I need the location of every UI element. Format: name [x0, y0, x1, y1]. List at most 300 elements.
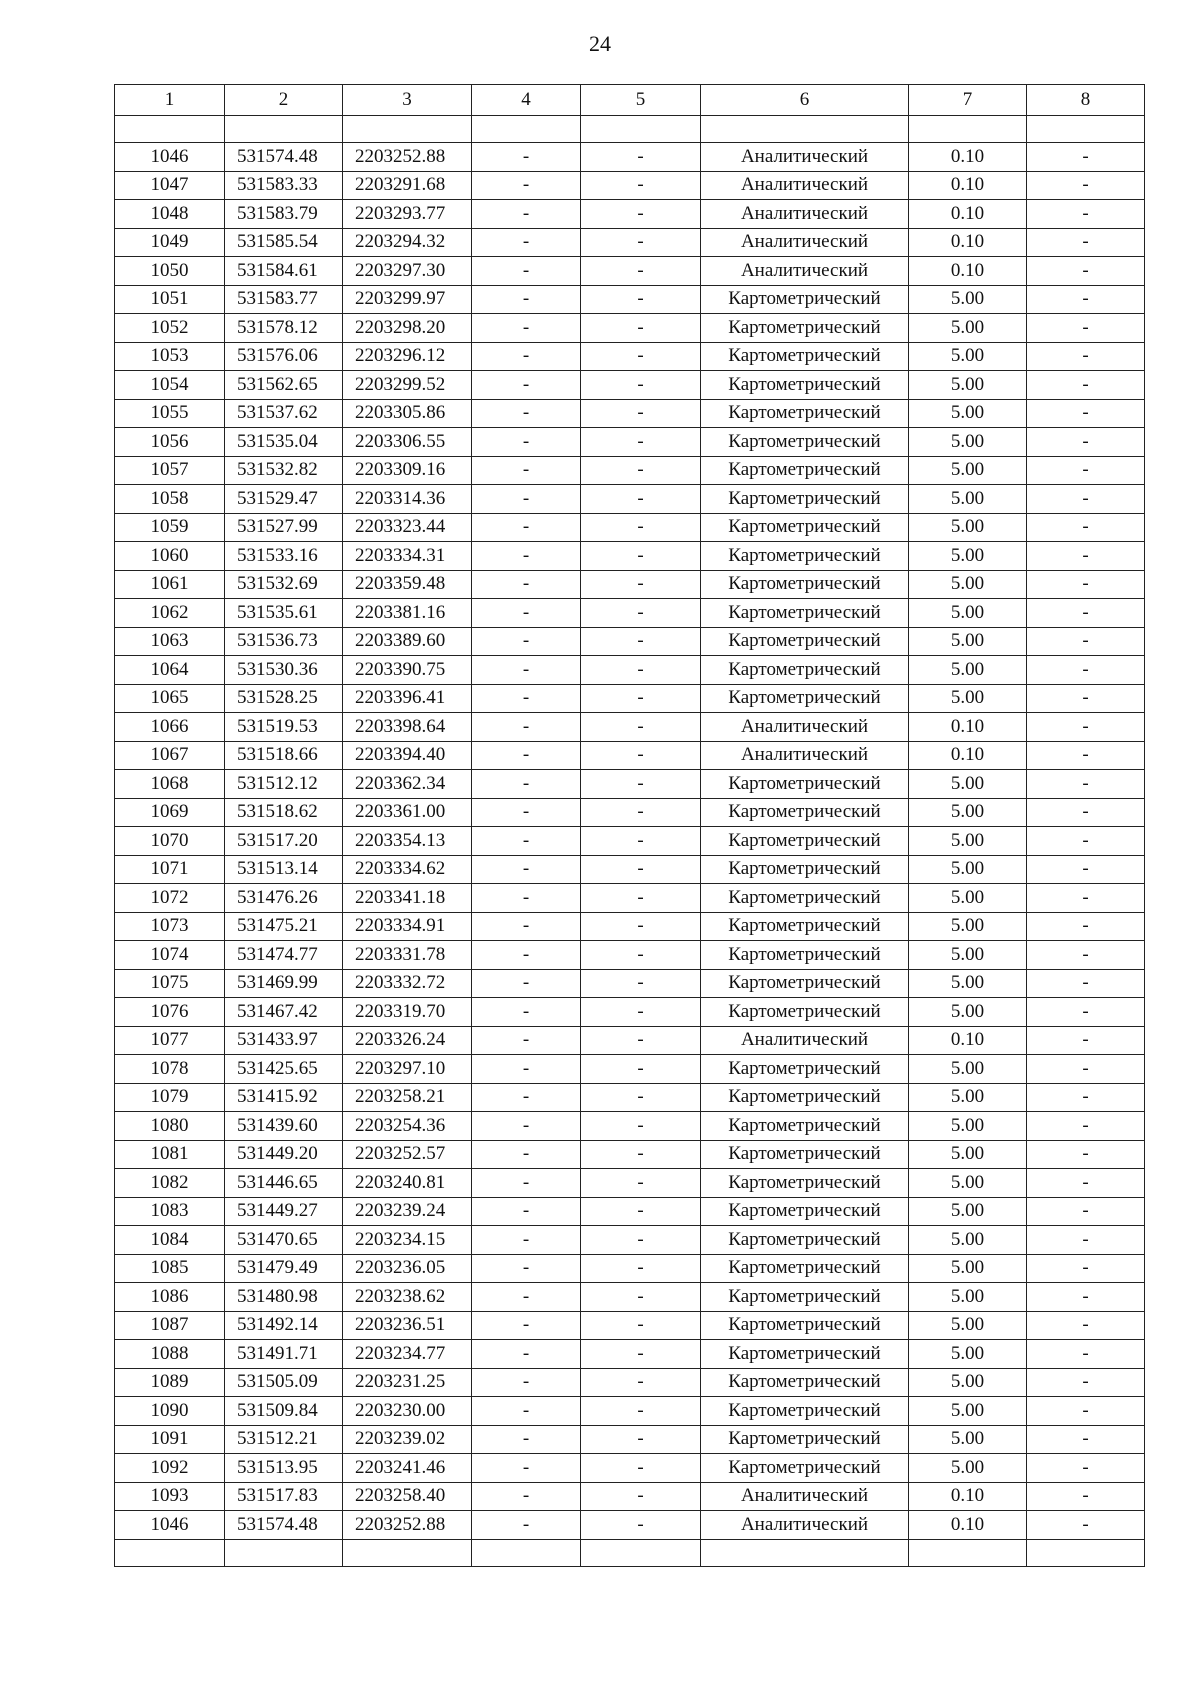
point-number-cell: 1050 — [115, 257, 225, 286]
accuracy-cell: 0.10 — [909, 257, 1027, 286]
accuracy-cell: 5.00 — [909, 1454, 1027, 1483]
column-header: 4 — [472, 85, 581, 116]
x-coordinate-cell: 531517.20 — [225, 827, 343, 856]
y-coordinate-cell: 2203299.97 — [343, 285, 472, 314]
col4-cell: - — [472, 1026, 581, 1055]
col8-cell: - — [1027, 656, 1145, 685]
col4-cell: - — [472, 285, 581, 314]
col4-cell: - — [472, 371, 581, 400]
col5-cell: - — [581, 1425, 701, 1454]
col4-cell: - — [472, 399, 581, 428]
method-cell: Аналитический — [701, 1482, 909, 1511]
col4-cell: - — [472, 570, 581, 599]
x-coordinate-cell: 531415.92 — [225, 1083, 343, 1112]
accuracy-cell: 5.00 — [909, 912, 1027, 941]
accuracy-cell: 5.00 — [909, 371, 1027, 400]
x-coordinate-cell: 531476.26 — [225, 884, 343, 913]
col4-cell: - — [472, 428, 581, 457]
point-number-cell: 1089 — [115, 1368, 225, 1397]
point-number-cell: 1052 — [115, 314, 225, 343]
method-cell: Картометрический — [701, 627, 909, 656]
y-coordinate-cell: 2203236.51 — [343, 1311, 472, 1340]
col5-cell: - — [581, 1254, 701, 1283]
x-coordinate-cell: 531467.42 — [225, 998, 343, 1027]
y-coordinate-cell: 2203239.24 — [343, 1197, 472, 1226]
col5-cell: - — [581, 884, 701, 913]
accuracy-cell: 5.00 — [909, 399, 1027, 428]
accuracy-cell: 5.00 — [909, 542, 1027, 571]
col5-cell: - — [581, 1197, 701, 1226]
col5-cell: - — [581, 399, 701, 428]
column-header: 3 — [343, 85, 472, 116]
col4-cell: - — [472, 1311, 581, 1340]
col5-cell: - — [581, 1112, 701, 1141]
point-number-cell: 1048 — [115, 200, 225, 229]
accuracy-cell: 5.00 — [909, 1169, 1027, 1198]
accuracy-cell: 0.10 — [909, 171, 1027, 200]
y-coordinate-cell: 2203294.32 — [343, 228, 472, 257]
column-header: 8 — [1027, 85, 1145, 116]
y-coordinate-cell: 2203252.57 — [343, 1140, 472, 1169]
accuracy-cell: 0.10 — [909, 713, 1027, 742]
point-number-cell: 1086 — [115, 1283, 225, 1312]
x-coordinate-cell: 531530.36 — [225, 656, 343, 685]
method-cell: Картометрический — [701, 1254, 909, 1283]
col8-cell: - — [1027, 798, 1145, 827]
col8-cell: - — [1027, 1397, 1145, 1426]
point-number-cell: 1079 — [115, 1083, 225, 1112]
table-row — [115, 656, 1145, 685]
accuracy-cell: 5.00 — [909, 314, 1027, 343]
col8-cell: - — [1027, 998, 1145, 1027]
table-row — [115, 827, 1145, 856]
y-coordinate-cell: 2203354.13 — [343, 827, 472, 856]
col8-cell: - — [1027, 969, 1145, 998]
col8-cell: - — [1027, 1340, 1145, 1369]
y-coordinate-cell: 2203240.81 — [343, 1169, 472, 1198]
point-number-cell: 1092 — [115, 1454, 225, 1483]
table-row — [115, 713, 1145, 742]
x-coordinate-cell: 531433.97 — [225, 1026, 343, 1055]
x-coordinate-cell: 531583.33 — [225, 171, 343, 200]
col5-cell: - — [581, 827, 701, 856]
method-cell: Картометрический — [701, 1169, 909, 1198]
accuracy-cell: 5.00 — [909, 855, 1027, 884]
x-coordinate-cell: 531446.65 — [225, 1169, 343, 1198]
y-coordinate-cell: 2203298.20 — [343, 314, 472, 343]
col5-cell: - — [581, 1511, 701, 1540]
method-cell: Картометрический — [701, 770, 909, 799]
x-coordinate-cell: 531509.84 — [225, 1397, 343, 1426]
x-coordinate-cell: 531519.53 — [225, 713, 343, 742]
col4-cell: - — [472, 1482, 581, 1511]
y-coordinate-cell: 2203234.15 — [343, 1226, 472, 1255]
y-coordinate-cell: 2203361.00 — [343, 798, 472, 827]
col5-cell: - — [581, 1397, 701, 1426]
col5-cell: - — [581, 656, 701, 685]
col5-cell: - — [581, 855, 701, 884]
x-coordinate-cell: 531527.99 — [225, 513, 343, 542]
col8-cell: - — [1027, 884, 1145, 913]
point-number-cell: 1057 — [115, 456, 225, 485]
point-number-cell: 1077 — [115, 1026, 225, 1055]
col4-cell: - — [472, 342, 581, 371]
table-row — [115, 257, 1145, 286]
empty-cell — [1027, 116, 1145, 143]
y-coordinate-cell: 2203297.10 — [343, 1055, 472, 1084]
y-coordinate-cell: 2203239.02 — [343, 1425, 472, 1454]
x-coordinate-cell: 531574.48 — [225, 1511, 343, 1540]
table-row — [115, 770, 1145, 799]
empty-cell — [225, 116, 343, 143]
col4-cell: - — [472, 1169, 581, 1198]
x-coordinate-cell: 531583.77 — [225, 285, 343, 314]
table-row — [115, 741, 1145, 770]
col5-cell: - — [581, 228, 701, 257]
col4-cell: - — [472, 257, 581, 286]
point-number-cell: 1068 — [115, 770, 225, 799]
method-cell: Картометрический — [701, 485, 909, 514]
accuracy-cell: 5.00 — [909, 656, 1027, 685]
col8-cell: - — [1027, 941, 1145, 970]
y-coordinate-cell: 2203331.78 — [343, 941, 472, 970]
table-row — [115, 542, 1145, 571]
point-number-cell: 1058 — [115, 485, 225, 514]
x-coordinate-cell: 531535.61 — [225, 599, 343, 628]
col5-cell: - — [581, 542, 701, 571]
col4-cell: - — [472, 143, 581, 172]
point-number-cell: 1076 — [115, 998, 225, 1027]
col5-cell: - — [581, 741, 701, 770]
table-row — [115, 884, 1145, 913]
col8-cell: - — [1027, 1112, 1145, 1141]
point-number-cell: 1066 — [115, 713, 225, 742]
empty-cell — [909, 1539, 1027, 1566]
empty-cell — [225, 1539, 343, 1566]
y-coordinate-cell: 2203359.48 — [343, 570, 472, 599]
col5-cell: - — [581, 969, 701, 998]
x-coordinate-cell: 531532.82 — [225, 456, 343, 485]
col4-cell: - — [472, 1454, 581, 1483]
col5-cell: - — [581, 684, 701, 713]
col4-cell: - — [472, 1397, 581, 1426]
method-cell: Картометрический — [701, 941, 909, 970]
accuracy-cell: 5.00 — [909, 1368, 1027, 1397]
col8-cell: - — [1027, 171, 1145, 200]
point-number-cell: 1061 — [115, 570, 225, 599]
col5-cell: - — [581, 1140, 701, 1169]
col8-cell: - — [1027, 1425, 1145, 1454]
col5-cell: - — [581, 257, 701, 286]
point-number-cell: 1073 — [115, 912, 225, 941]
col8-cell: - — [1027, 1140, 1145, 1169]
accuracy-cell: 5.00 — [909, 1397, 1027, 1426]
col4-cell: - — [472, 827, 581, 856]
col8-cell: - — [1027, 684, 1145, 713]
col4-cell: - — [472, 998, 581, 1027]
x-coordinate-cell: 531533.16 — [225, 542, 343, 571]
page-number: 24 — [589, 31, 611, 56]
point-number-cell: 1064 — [115, 656, 225, 685]
col4-cell: - — [472, 656, 581, 685]
col4-cell: - — [472, 1140, 581, 1169]
accuracy-cell: 5.00 — [909, 1083, 1027, 1112]
point-number-cell: 1046 — [115, 1511, 225, 1540]
method-cell: Аналитический — [701, 143, 909, 172]
y-coordinate-cell: 2203306.55 — [343, 428, 472, 457]
blank-row — [115, 116, 1145, 143]
accuracy-cell: 5.00 — [909, 941, 1027, 970]
method-cell: Картометрический — [701, 456, 909, 485]
x-coordinate-cell: 531505.09 — [225, 1368, 343, 1397]
col5-cell: - — [581, 1482, 701, 1511]
accuracy-cell: 5.00 — [909, 1226, 1027, 1255]
y-coordinate-cell: 2203334.31 — [343, 542, 472, 571]
col5-cell: - — [581, 1368, 701, 1397]
col8-cell: - — [1027, 1511, 1145, 1540]
method-cell: Картометрический — [701, 827, 909, 856]
y-coordinate-cell: 2203334.91 — [343, 912, 472, 941]
method-cell: Картометрический — [701, 1226, 909, 1255]
method-cell: Картометрический — [701, 1425, 909, 1454]
point-number-cell: 1054 — [115, 371, 225, 400]
column-header: 1 — [115, 85, 225, 116]
x-coordinate-cell: 531576.06 — [225, 342, 343, 371]
table-row — [115, 1197, 1145, 1226]
point-number-cell: 1085 — [115, 1254, 225, 1283]
empty-cell — [472, 1539, 581, 1566]
y-coordinate-cell: 2203231.25 — [343, 1368, 472, 1397]
accuracy-cell: 0.10 — [909, 1026, 1027, 1055]
table-row — [115, 855, 1145, 884]
y-coordinate-cell: 2203396.41 — [343, 684, 472, 713]
col8-cell: - — [1027, 542, 1145, 571]
empty-cell — [115, 116, 225, 143]
table-row — [115, 798, 1145, 827]
point-number-cell: 1069 — [115, 798, 225, 827]
table-row — [115, 1454, 1145, 1483]
point-number-cell: 1080 — [115, 1112, 225, 1141]
x-coordinate-cell: 531578.12 — [225, 314, 343, 343]
y-coordinate-cell: 2203326.24 — [343, 1026, 472, 1055]
point-number-cell: 1051 — [115, 285, 225, 314]
y-coordinate-cell: 2203230.00 — [343, 1397, 472, 1426]
table-row — [115, 570, 1145, 599]
col5-cell: - — [581, 627, 701, 656]
col8-cell: - — [1027, 399, 1145, 428]
table-row — [115, 599, 1145, 628]
table-row — [115, 941, 1145, 970]
accuracy-cell: 0.10 — [909, 741, 1027, 770]
y-coordinate-cell: 2203258.40 — [343, 1482, 472, 1511]
y-coordinate-cell: 2203305.86 — [343, 399, 472, 428]
point-number-cell: 1059 — [115, 513, 225, 542]
x-coordinate-cell: 531583.79 — [225, 200, 343, 229]
table-row — [115, 969, 1145, 998]
y-coordinate-cell: 2203252.88 — [343, 143, 472, 172]
col4-cell: - — [472, 171, 581, 200]
y-coordinate-cell: 2203362.34 — [343, 770, 472, 799]
col4-cell: - — [472, 884, 581, 913]
col5-cell: - — [581, 285, 701, 314]
col5-cell: - — [581, 941, 701, 970]
col8-cell: - — [1027, 143, 1145, 172]
empty-cell — [701, 116, 909, 143]
point-number-cell: 1091 — [115, 1425, 225, 1454]
y-coordinate-cell: 2203252.88 — [343, 1511, 472, 1540]
col8-cell: - — [1027, 228, 1145, 257]
point-number-cell: 1081 — [115, 1140, 225, 1169]
x-coordinate-cell: 531449.20 — [225, 1140, 343, 1169]
x-coordinate-cell: 531517.83 — [225, 1482, 343, 1511]
col8-cell: - — [1027, 485, 1145, 514]
table-row — [115, 200, 1145, 229]
table-row — [115, 1283, 1145, 1312]
y-coordinate-cell: 2203299.52 — [343, 371, 472, 400]
col4-cell: - — [472, 228, 581, 257]
col8-cell: - — [1027, 570, 1145, 599]
col5-cell: - — [581, 798, 701, 827]
col5-cell: - — [581, 1311, 701, 1340]
point-number-cell: 1072 — [115, 884, 225, 913]
accuracy-cell: 5.00 — [909, 570, 1027, 599]
x-coordinate-cell: 531469.99 — [225, 969, 343, 998]
point-number-cell: 1056 — [115, 428, 225, 457]
col4-cell: - — [472, 200, 581, 229]
table-row — [115, 684, 1145, 713]
accuracy-cell: 5.00 — [909, 456, 1027, 485]
col5-cell: - — [581, 1169, 701, 1198]
empty-cell — [909, 116, 1027, 143]
col8-cell: - — [1027, 513, 1145, 542]
method-cell: Аналитический — [701, 200, 909, 229]
x-coordinate-cell: 531475.21 — [225, 912, 343, 941]
point-number-cell: 1047 — [115, 171, 225, 200]
accuracy-cell: 0.10 — [909, 1482, 1027, 1511]
col4-cell: - — [472, 684, 581, 713]
col4-cell: - — [472, 314, 581, 343]
x-coordinate-cell: 531537.62 — [225, 399, 343, 428]
x-coordinate-cell: 531513.14 — [225, 855, 343, 884]
col8-cell: - — [1027, 1283, 1145, 1312]
col8-cell: - — [1027, 855, 1145, 884]
method-cell: Картометрический — [701, 1112, 909, 1141]
accuracy-cell: 5.00 — [909, 1425, 1027, 1454]
table-row — [115, 1169, 1145, 1198]
col4-cell: - — [472, 1511, 581, 1540]
method-cell: Картометрический — [701, 684, 909, 713]
method-cell: Картометрический — [701, 1368, 909, 1397]
point-number-cell: 1062 — [115, 599, 225, 628]
point-number-cell: 1053 — [115, 342, 225, 371]
table-row — [115, 485, 1145, 514]
accuracy-cell: 5.00 — [909, 599, 1027, 628]
method-cell: Аналитический — [701, 228, 909, 257]
col4-cell: - — [472, 1197, 581, 1226]
x-coordinate-cell: 531518.66 — [225, 741, 343, 770]
col8-cell: - — [1027, 285, 1145, 314]
method-cell: Картометрический — [701, 428, 909, 457]
table-row — [115, 1055, 1145, 1084]
accuracy-cell: 5.00 — [909, 1197, 1027, 1226]
method-cell: Картометрический — [701, 314, 909, 343]
col4-cell: - — [472, 1226, 581, 1255]
col4-cell: - — [472, 599, 581, 628]
accuracy-cell: 5.00 — [909, 684, 1027, 713]
point-number-cell: 1049 — [115, 228, 225, 257]
method-cell: Аналитический — [701, 713, 909, 742]
accuracy-cell: 5.00 — [909, 485, 1027, 514]
col5-cell: - — [581, 371, 701, 400]
empty-cell — [581, 116, 701, 143]
point-number-cell: 1084 — [115, 1226, 225, 1255]
method-cell: Картометрический — [701, 342, 909, 371]
accuracy-cell: 5.00 — [909, 1055, 1027, 1084]
y-coordinate-cell: 2203381.16 — [343, 599, 472, 628]
method-cell: Картометрический — [701, 1140, 909, 1169]
accuracy-cell: 5.00 — [909, 428, 1027, 457]
col5-cell: - — [581, 171, 701, 200]
y-coordinate-cell: 2203394.40 — [343, 741, 472, 770]
method-cell: Картометрический — [701, 1197, 909, 1226]
col5-cell: - — [581, 428, 701, 457]
accuracy-cell: 5.00 — [909, 827, 1027, 856]
col4-cell: - — [472, 1083, 581, 1112]
point-number-cell: 1071 — [115, 855, 225, 884]
table-row — [115, 1311, 1145, 1340]
table-row — [115, 428, 1145, 457]
table-row — [115, 1340, 1145, 1369]
x-coordinate-cell: 531585.54 — [225, 228, 343, 257]
table-row — [115, 456, 1145, 485]
column-header: 2 — [225, 85, 343, 116]
method-cell: Картометрический — [701, 798, 909, 827]
col5-cell: - — [581, 599, 701, 628]
col5-cell: - — [581, 1454, 701, 1483]
method-cell: Картометрический — [701, 1397, 909, 1426]
coordinates-table — [114, 84, 1145, 1567]
method-cell: Картометрический — [701, 969, 909, 998]
point-number-cell: 1067 — [115, 741, 225, 770]
col8-cell: - — [1027, 257, 1145, 286]
col4-cell: - — [472, 1055, 581, 1084]
col4-cell: - — [472, 912, 581, 941]
table-row — [115, 371, 1145, 400]
y-coordinate-cell: 2203236.05 — [343, 1254, 472, 1283]
col4-cell: - — [472, 1283, 581, 1312]
col5-cell: - — [581, 713, 701, 742]
point-number-cell: 1093 — [115, 1482, 225, 1511]
method-cell: Картометрический — [701, 998, 909, 1027]
col8-cell: - — [1027, 713, 1145, 742]
point-number-cell: 1046 — [115, 143, 225, 172]
column-header: 7 — [909, 85, 1027, 116]
x-coordinate-cell: 531470.65 — [225, 1226, 343, 1255]
table-row — [115, 627, 1145, 656]
col8-cell: - — [1027, 428, 1145, 457]
col4-cell: - — [472, 855, 581, 884]
accuracy-cell: 5.00 — [909, 513, 1027, 542]
col8-cell: - — [1027, 912, 1145, 941]
table-row — [115, 1254, 1145, 1283]
y-coordinate-cell: 2203314.36 — [343, 485, 472, 514]
empty-cell — [581, 1539, 701, 1566]
table-row — [115, 1083, 1145, 1112]
col5-cell: - — [581, 770, 701, 799]
point-number-cell: 1088 — [115, 1340, 225, 1369]
point-number-cell: 1087 — [115, 1311, 225, 1340]
y-coordinate-cell: 2203297.30 — [343, 257, 472, 286]
